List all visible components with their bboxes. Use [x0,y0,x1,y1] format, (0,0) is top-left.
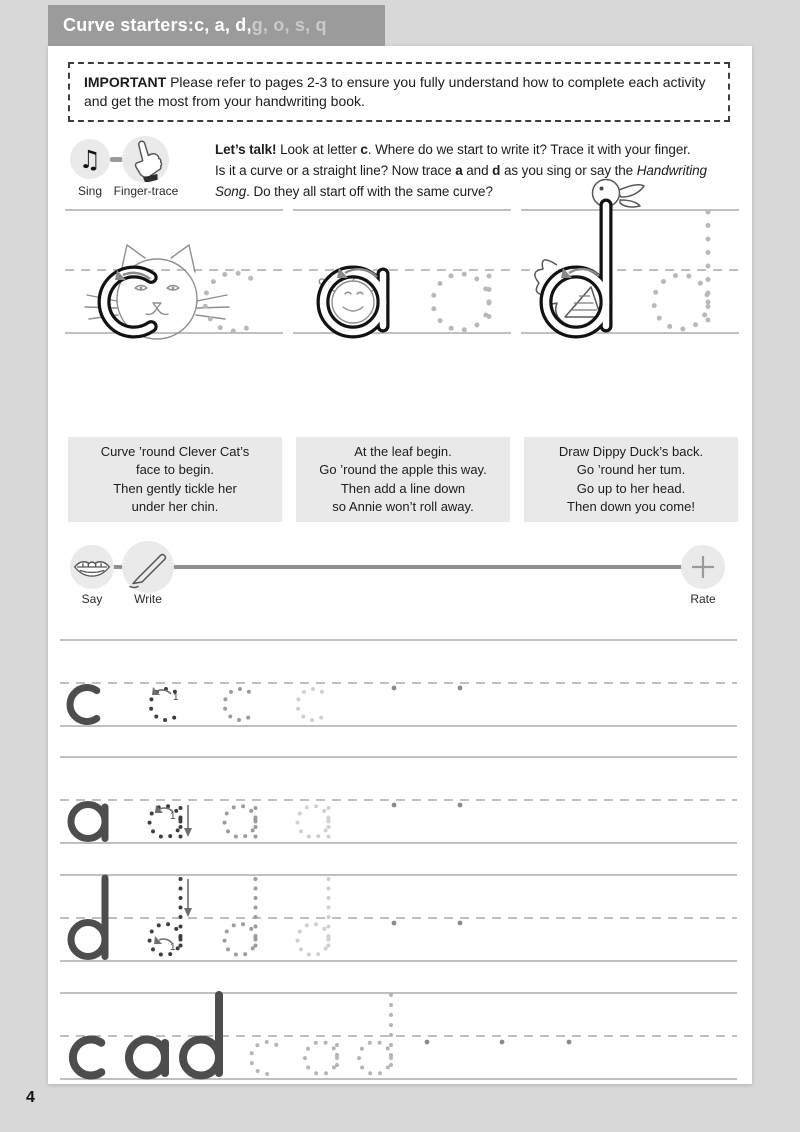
rhyme-line: Then add a line down [340,480,466,496]
trace-letter-a-1 [150,805,193,837]
talk-text: Look at letter [276,142,361,157]
talk-song-title-1: Handwriting [636,163,707,178]
model-letter-c [70,688,97,722]
rhyme-line: Go up to her head. [576,480,686,496]
practice-row-d[interactable] [60,865,737,965]
start-dot [425,1040,430,1045]
rhyme-box-a [296,437,510,522]
start-dot [392,686,397,691]
talk-text: . Do they all start off with the same curve? [246,184,493,199]
start-dot [458,921,463,926]
say-icon-circle [70,545,114,589]
important-label: IMPORTANT [84,74,167,90]
trace-letter-c-dotted [205,273,251,331]
rhyme-box-d [524,437,738,522]
start-dot [458,686,463,691]
display-panel-letter-a [293,175,511,351]
rhyme-line: face to begin. [135,462,215,477]
page-header [48,5,385,46]
header-upcoming-letters: g, o, s, q [251,15,327,35]
practice-row-word-cad[interactable] [60,983,737,1083]
display-panel-letter-d [521,175,739,351]
header-title: Curve starters: [63,15,195,35]
trace-letter-a-dotted [433,274,489,330]
talk-text: Is it a curve or a straight line? Now trace [215,163,456,178]
say-label: Say [81,592,103,606]
start-dot [567,1040,572,1045]
write-icon-circle [122,541,174,593]
rhyme-line: under her chin. [131,499,219,514]
rate-label: Rate [690,592,716,606]
start-dot [392,921,397,926]
display-letter-c [104,272,151,332]
rhyme-line: Draw Dippy Duck’s back. [558,443,704,459]
activity-bar-line [92,565,705,569]
talk-text: as you sing or say the [500,163,637,178]
practice-row-c[interactable] [60,630,737,730]
page-number: 4 [26,1089,35,1106]
finger-trace-label: Finger-trace [113,184,179,198]
stroke-order-number: 1 [170,811,176,822]
talk-letter-a: a [455,163,463,178]
pencil-icon [126,545,170,589]
trace-letter-a-2 [225,806,256,837]
start-dot [392,803,397,808]
display-panel-letter-c [65,175,283,351]
talk-text: . Where do we start to write it? Trace it with your finger. [367,142,691,157]
rhyme-line: Curve ’round Clever Cat’s [100,443,250,459]
trace-letter-c-2 [225,689,249,720]
practice-row-a[interactable] [60,747,737,847]
important-text-line1: Please refer to pages 2-3 to ensure you fully understand how to complete each activity [166,74,706,90]
trace-letter-a-3 [298,806,329,837]
trace-letter-c-1 [151,687,179,720]
trace-letter-c-3 [298,689,322,720]
talk-letter-d: d [492,163,501,178]
plus-icon [690,554,716,580]
rhyme-line: Then gently tickle her [113,480,237,496]
start-dot [458,803,463,808]
rhyme-line: Go ’round the apple this way. [319,462,487,477]
sing-icon-circle [70,139,110,179]
rate-button-circle[interactable] [681,545,725,589]
rhyme-line: Go ’round her tum. [576,462,686,477]
sing-label: Sing [77,184,103,198]
rhyme-line: so Annie won’t roll away. [332,499,474,514]
stroke-order-number: 1 [173,692,179,703]
write-label: Write [134,592,162,606]
rhyme-line: Then down you come! [567,499,695,514]
talk-text: and [462,163,493,178]
lets-talk-lead: Let’s talk! [215,142,277,157]
trace-letter-d-1 [150,879,193,955]
header-focus-letters: c, a, d, [194,15,252,35]
trace-word-cad [251,995,391,1074]
mouth-icon [72,555,112,579]
model-letter-a [71,805,105,839]
trace-letter-d-2 [225,879,256,955]
rhyme-line: At the leaf begin. [354,443,452,459]
talk-song-title-2: Song [215,184,247,199]
stroke-order-number: 1 [170,942,176,953]
rhyme-box-c [68,437,282,522]
important-text-line2: and get the most from your handwriting book. [84,93,365,109]
start-dot [500,1040,505,1045]
trace-letter-d-3 [298,879,329,955]
important-notice [68,62,730,122]
music-note-icon: ♫ [78,144,102,174]
talk-letter-c: c [360,142,368,157]
